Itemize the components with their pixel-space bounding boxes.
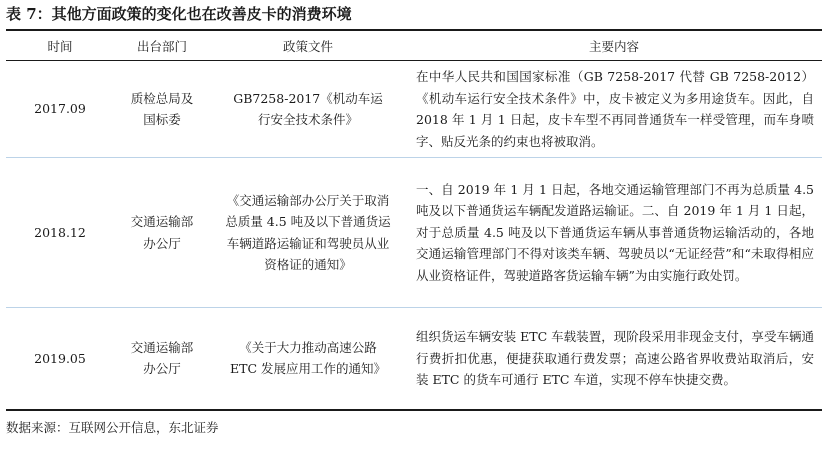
cell-department: 交通运输部办公厅 <box>114 308 210 410</box>
title-divider <box>6 29 822 31</box>
cell-content: 组织货运车辆安装 ETC 车载装置，现阶段采用非现金支付，享受车辆通行费折扣优惠，便捷获取通行费发票；高速公路省界收费站取消后，安装 ETC 的货车可通行 ETC 车道，实现不停车快捷交费。 <box>406 308 822 410</box>
cell-time: 2018.12 <box>6 158 114 308</box>
cell-department: 质检总局及国标委 <box>114 61 210 158</box>
cell-document: 《交通运输部办公厅关于取消总质量 4.5 吨及以下普通货运车辆道路运输证和驾驶员从业资格证的通知》 <box>210 158 406 308</box>
header-time: 时间 <box>6 33 114 61</box>
header-department: 出台部门 <box>114 33 210 61</box>
cell-content: 在中华人民共和国国家标准（GB 7258-2017 代替 GB 7258-2012）《机动车运行安全技术条件》中，皮卡被定义为多用途货车。因此，自 2018 年 1 月 1 日起，皮卡车型不再同普通货车一样受管理，而车身喷字、贴反光条的约束也将被取消。 <box>406 61 822 158</box>
cell-document: GB7258-2017《机动车运行安全技术条件》 <box>210 61 406 158</box>
table-row <box>6 158 822 308</box>
cell-document: 《关于大力推动高速公路 ETC 发展应用工作的通知》 <box>210 308 406 410</box>
header-document: 政策文件 <box>210 33 406 61</box>
header-row <box>6 33 822 61</box>
cell-content: 一、自 2019 年 1 月 1 日起，各地交通运输管理部门不再为总质量 4.5 吨及以下普通货运车辆配发道路运输证。二、自 2019 年 1 月 1 日起，对于总质量 4.5 吨及以下普通货运车辆从事普通货物运输活动的，各地交通运输管理部门不得对该类车辆、驾驶员以“无证经营”和“未取得相应从业资格证件，驾驶道路客货运输车辆”为由实施行政处罚。 <box>406 158 822 308</box>
header-content: 主要内容 <box>406 33 822 61</box>
table-row <box>6 61 822 158</box>
cell-time: 2019.05 <box>6 308 114 410</box>
table-title: 表 7：其他方面政策的变化也在改善皮卡的消费环境 <box>6 5 352 23</box>
cell-time: 2017.09 <box>6 61 114 158</box>
source-note: 数据来源：互联网公开信息，东北证券 <box>6 420 219 435</box>
table-row <box>6 308 822 410</box>
cell-department: 交通运输部办公厅 <box>114 158 210 308</box>
policy-table <box>6 33 822 411</box>
